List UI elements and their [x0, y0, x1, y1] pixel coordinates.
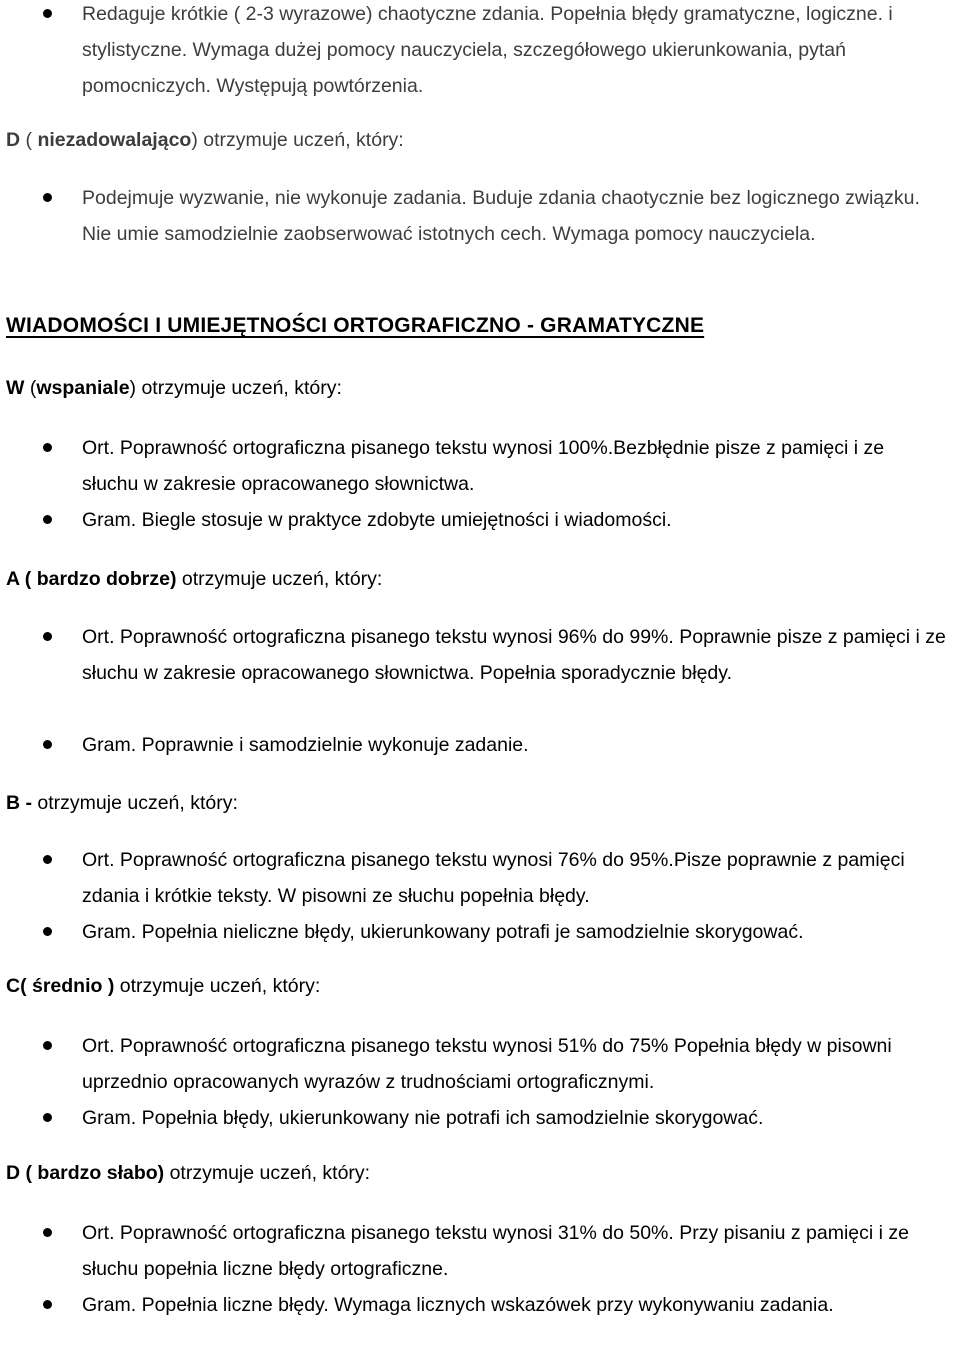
grade-letter: D — [6, 129, 21, 151]
grade-letter: W — [6, 377, 25, 399]
bullet-icon — [43, 443, 52, 452]
list-item: Ort. Poprawność ortograficzna pisanego tekstu wynosi 96% do 99%. Poprawnie pisze z pamięci i ze słuchu w zakresie opracowanego słownictwa. Popełnia sporadycznie błędy. — [82, 626, 946, 684]
bullet-icon — [43, 1041, 52, 1050]
list-item: Ort. Poprawność ortograficzna pisanego tekstu wynosi 51% do 75% Popełnia błędy w pisowni uprzednio opracowanych wyrazów z trudnościami ortograficznymi. — [82, 1035, 892, 1093]
list-item: Ort. Poprawność ortograficzna pisanego tekstu wynosi 100%.Bezbłędnie pisze z pamięci i ze słuchu w zakresie opracowanego słownictwa. — [82, 437, 885, 495]
grade-heading-c — [6, 968, 320, 1004]
grade-heading-d-very-weak — [6, 1155, 370, 1191]
grade-label: wspaniale — [36, 377, 130, 399]
grade-label: C( średnio ) — [6, 975, 115, 997]
list-item: Gram. Popełnia liczne błędy. Wymaga licznych wskazówek przy wykonywaniu zadania. — [82, 1294, 834, 1316]
bullet-icon — [43, 1113, 52, 1122]
bullet-icon — [43, 1300, 52, 1309]
list-item: Gram. Popełnia błędy, ukierunkowany nie potrafi ich samodzielnie skorygować. — [82, 1107, 764, 1129]
grade-heading-w: W (wspaniale) otrzymuje uczeń, który: — [6, 377, 342, 399]
list-item: Ort. Poprawność ortograficzna pisanego tekstu wynosi 76% do 95%.Pisze poprawnie z pamięci zdania i krótkie teksty. W pisowni ze słuchu popełnia błędy. — [82, 849, 905, 907]
grade-heading-rest: ) otrzymuje uczeń, który: — [191, 129, 404, 151]
list-item: Podejmuje wyzwanie, nie wykonuje zadania. Buduje zdania chaotycznie bez logicznego związku. Nie umie samodzielnie zaobserwować istotnych cech. Wymaga pomocy nauczyciela. — [82, 187, 920, 245]
list-item: Gram. Poprawnie i samodzielnie wykonuje zadanie. — [82, 734, 529, 756]
grade-heading-rest: otrzymuje uczeń, który: — [164, 1162, 371, 1184]
bullet-icon — [43, 927, 52, 936]
bullet-icon — [43, 515, 52, 524]
grade-label: A ( bardzo dobrze) — [6, 568, 177, 590]
section-title: WIADOMOŚCI I UMIEJĘTNOŚCI ORTOGRAFICZNO - GRAMATYCZNE — [6, 314, 705, 337]
list-item: Gram. Biegle stosuje w praktyce zdobyte umiejętności i wiadomości. — [82, 509, 672, 531]
grade-label: B - — [6, 792, 32, 814]
grade-heading-rest: ) otrzymuje uczeń, który: — [129, 377, 342, 399]
grade-heading-rest: otrzymuje uczeń, który: — [176, 568, 383, 590]
bullet-icon — [43, 1228, 52, 1237]
list-item: Redaguje krótkie ( 2-3 wyrazowe) chaotyczne zdania. Popełnia błędy gramatyczne, logiczne. i stylistyczne. Wymaga dużej pomocy nauczyciela, szczegółowego ukierunkowania, pytań pomocniczych. Występują powtórzenia. — [82, 3, 893, 97]
list-item: Gram. Popełnia nieliczne błędy, ukierunkowany potrafi je samodzielnie skorygować. — [82, 921, 804, 943]
grade-heading-b — [6, 785, 238, 821]
bullet-icon — [43, 740, 52, 749]
grade-heading-d-unsatisfactory: D ( niezadowalająco) otrzymuje uczeń, który: — [6, 129, 404, 151]
bullet-icon — [43, 9, 52, 18]
bullet-icon — [43, 193, 52, 202]
list-item: Ort. Poprawność ortograficzna pisanego tekstu wynosi 31% do 50%. Przy pisaniu z pamięci i ze słuchu popełnia liczne błędy ortograficzne. — [82, 1222, 909, 1280]
grade-heading-a — [6, 561, 382, 597]
bullet-icon — [43, 855, 52, 864]
grade-heading-rest: otrzymuje uczeń, który: — [114, 975, 321, 997]
grade-label: niezadowalająco — [37, 129, 192, 151]
bullet-icon — [43, 632, 52, 641]
grade-heading-rest: otrzymuje uczeń, który: — [32, 792, 238, 814]
grade-label: D ( bardzo słabo) — [6, 1162, 165, 1184]
